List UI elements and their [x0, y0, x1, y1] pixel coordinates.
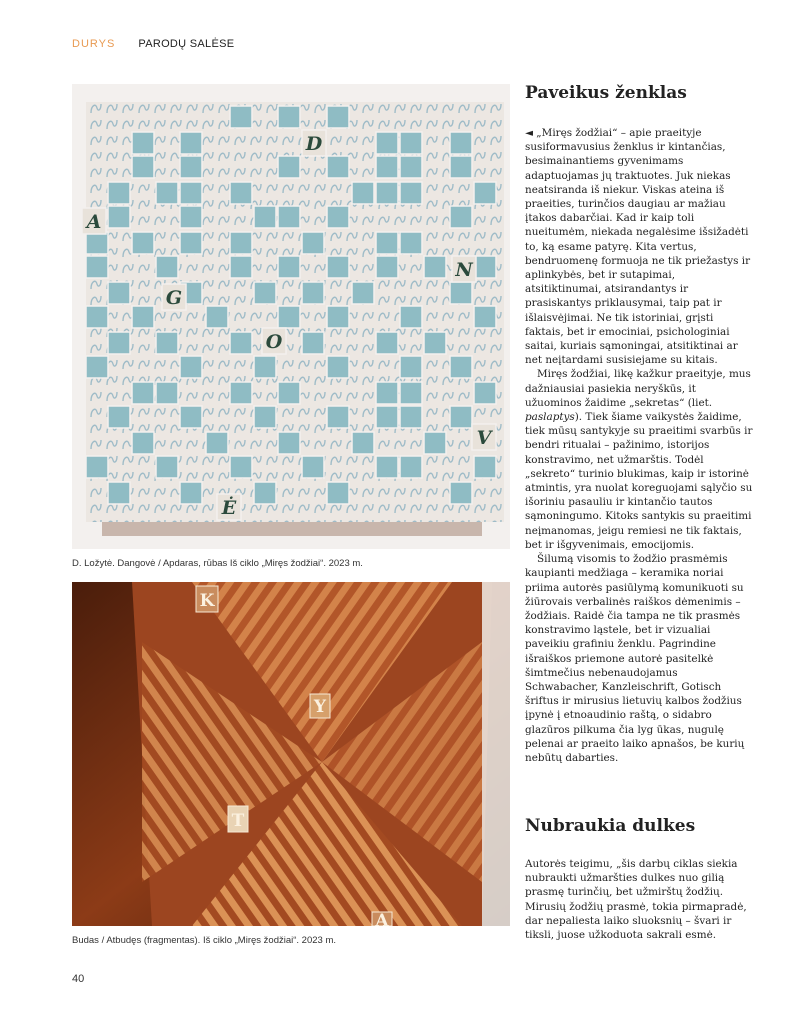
artwork-photo-dangove	[72, 84, 510, 549]
figure-caption-1: D. Ložytė. Dangovė / Apdaras, rūbas Iš ciklo „Miręs žodžiai“. 2023 m.	[72, 558, 363, 569]
letter-a: A	[86, 211, 102, 233]
section-heading-1: Paveikus ženklas	[525, 83, 687, 103]
letter-y: Y	[313, 697, 327, 717]
letter-d: D	[305, 133, 323, 155]
artwork-photo-budas	[72, 582, 510, 926]
letter-v: V	[476, 427, 492, 449]
geometric-pattern-artwork	[72, 582, 510, 926]
page-header	[72, 38, 234, 50]
paragraph-2: Miręs žodžiai, likę kažkur praeityje, mus dažniausiai pasiekia neryškūs, it užuominos žaidime „sekretas“ (liet. paslaptys). Tiek šiame vaikystės žaidime, tiek mūsų santykyje su praeitimi svarbūs ir bendri ritualai – pažinimo, istorijos konstravimo, net užmarštis. Todėl „sekreto“ turinio blukimas, kaip ir istorinė atmintis, yra nuolat koreguojami sąlyčio su išoriniu pasauliu ir kintančio tautos sąmoningumo. Kitoks santykis su praeitimi neįmanomas, jeigu remiesi ne tik faktais, bet ir išgyvenimais, emocijomis.	[525, 368, 753, 551]
paragraph-3: Šilumą visomis to žodžio prasmėmis kaupianti medžiaga – keramika noriai priima autorės pasiūlymą komunikuoti su žiūrovais verbalinės raiškos dėmenimis – žodžiais. Raidė čia tampa ne tik prasmės konstravimo ląstele, bet ir vizualiai paveikiu grafiniu ženklu. Pagrindine išraiškos priemone autorė pasitelkė šimtmečius nebenaudojamus Schwabacher, Kanzleischrift, Gotisch šriftus ir mirusius lietuvių kalbos žodžius įpynė į etnoaudinio raštą, o sidabro glazūros pilkuma čia lyg ūkas, nugulę pelenai ar praeito laiko apnašos, be kurių nebūtų dabarties.	[525, 553, 745, 764]
section-title: PARODŲ SALĖSE	[138, 38, 235, 50]
letter-g: G	[165, 287, 183, 309]
letter-n: N	[455, 259, 473, 281]
letter-e: Ė	[221, 497, 237, 519]
figure-caption-2: Budas / Atbudęs (fragmentas). Iš ciklo „Miręs žodžiai“. 2023 m.	[72, 935, 336, 946]
paragraph-4: Autorės teigimu, „šis darbų ciklas siekia nubraukti užmaršties dulkes nuo gilią prasmę turinčių, bet užmirštų žodžių. Mirusių žodžių prasmė, tokia pirmapradė, dar nepaliesta laiko sluoksnių – švari ir tiksli, juose užkoduota sakrali esmė.	[525, 858, 747, 942]
article-body-1	[525, 126, 753, 765]
article-body-2	[525, 857, 753, 942]
letter-t: T	[231, 811, 245, 831]
magazine-brand: DURYS	[72, 38, 116, 50]
letter-k: K	[199, 591, 215, 611]
italic-term: paslaptys	[525, 411, 575, 424]
paragraph-1: ◄ „Miręs žodžiai“ – apie praeityje susiformavusius ženklus ir kintančias, besimainantiems gyvenimams adaptuojamas jų traktuotes. Juk niekas neatsiranda iš niekur. Viskas ateina iš praeities, turinčios daugiau ar mažiau įtakos dabarčiai. Kad ir kaip toli nueitumėm, niekada negalėsime išsižadėti to, ką esame patyrę. Kita vertus, bendruomenę formuoja ne tik priežastys ir aplinkybės, bet ir sutapimai, atsitiktinumai, atsirandantys ir prasiskantys priklausymai, taip pat ir išlaisvėjimai. Ne tik istoriniai, grįsti faktais, bet ir emociniai, psichologiniai saitai, kuriais sąmoningai, atsitiktinai ar net neįtardami susisiejame su kitais.	[525, 127, 751, 367]
letter-o: O	[265, 331, 283, 353]
page-number: 40	[72, 973, 85, 985]
tile-grid-artwork	[72, 84, 510, 549]
section-heading-2: Nubraukia dulkes	[525, 816, 696, 836]
letter-a2: A	[375, 911, 389, 926]
